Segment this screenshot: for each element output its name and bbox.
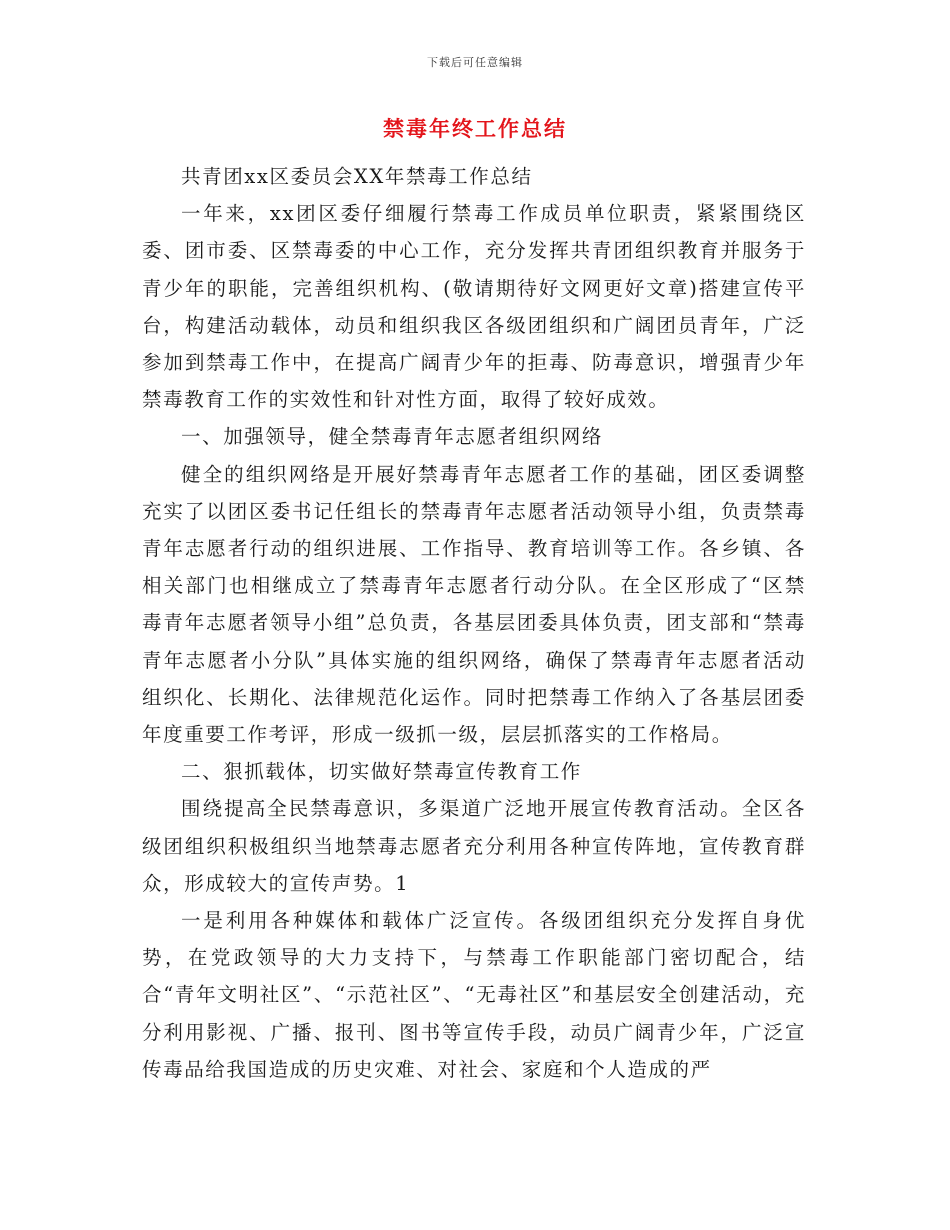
paragraph: 围绕提高全民禁毒意识，多渠道广泛地开展宣传教育活动。全区各级团组织积极组织当地禁毒志愿者充分利用各种宣传阵地，宣传教育群众，形成较大的宣传声势。1 — [142, 797, 806, 895]
paragraph-subtitle: 共青团xx区委员会XX年禁毒工作总结 — [181, 165, 533, 188]
document-title: 禁毒年终工作总结 — [383, 116, 567, 141]
header-note: 下载后可任意编辑 — [427, 56, 523, 69]
section-heading: 二、狠抓载体，切实做好禁毒宣传教育工作 — [181, 760, 582, 784]
paragraph: 一是利用各种媒体和载体广泛宣传。各级团组织充分发挥自身优势，在党政领导的大力支持下，与禁毒工作职能部门密切配合，结合“青年文明社区”、“示范社区”、“无毒社区”和基层安全创建活动，充分利用影视、广播、报刊、图书等宣传手段，动员广阔青少年，广泛宣传毒品给我国造成的历史灾难、对社会、家庭和个人造成的严 — [142, 909, 806, 1081]
section-heading: 一、加强领导，健全禁毒青年志愿者组织网络 — [181, 425, 604, 449]
paragraph: 一年来，xx团区委仔细履行禁毒工作成员单位职责，紧紧围绕区委、团市委、区禁毒委的中心工作，充分发挥共青团组织教育并服务于青少年的职能，完善组织机构、(敬请期待好文网更好文章)搭建宣传平台，构建活动载体，动员和组织我区各级团组织和广阔团员青年，广泛参加到禁毒工作中，在提高广阔青少年的拒毒、防毒意识，增强青少年禁毒教育工作的实效性和针对性方面，取得了较好成效。 — [142, 202, 806, 412]
document-body — [142, 158, 806, 1088]
paragraph: 健全的组织网络是开展好禁毒青年志愿者工作的基础，团区委调整充实了以团区委书记任组长的禁毒青年志愿者活动领导小组，负责禁毒青年志愿者行动的组织进展、工作指导、教育培训等工作。各乡镇、各相关部门也相继成立了禁毒青年志愿者行动分队。在全区形成了“区禁毒青年志愿者领导小组”总负责，各基层团委具体负责，团支部和“禁毒青年志愿者小分队”具体实施的组织网络，确保了禁毒青年志愿者活动组织化、长期化、法律规范化运作。同时把禁毒工作纳入了各基层团委年度重要工作考评，形成一级抓一级，层层抓落实的工作格局。 — [142, 462, 806, 747]
